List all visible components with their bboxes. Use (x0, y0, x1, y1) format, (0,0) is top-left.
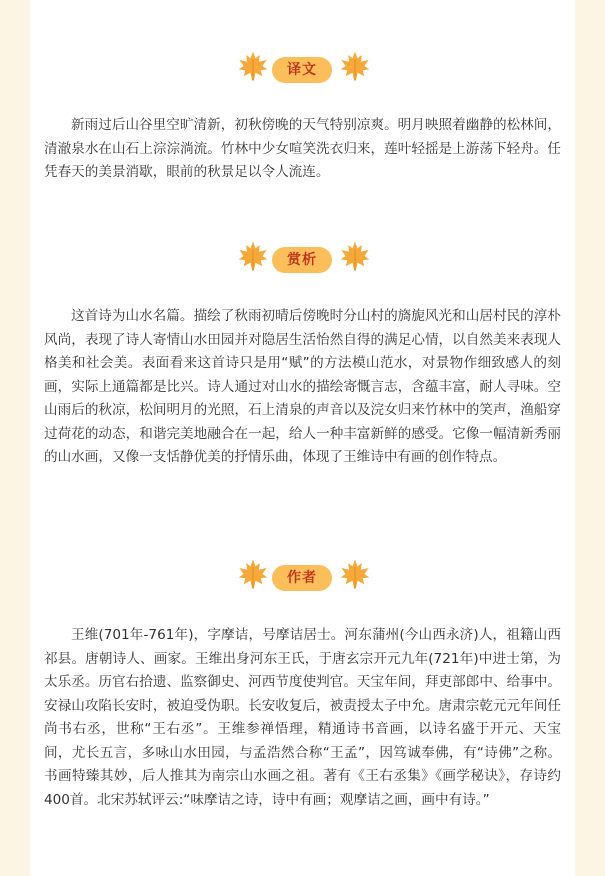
author-heading (30, 556, 575, 596)
translation-text: 新雨过后山谷里空旷清新，初秋傍晚的天气特别凉爽。明月映照着幽静的松林间，清澈泉水在山石上淙淙淌流。竹林中少女喧笑洗衣归来，莲叶轻摇是上游荡下轻舟。任凭春天的美景消歇，眼前的秋景足以令人流连。 (44, 117, 561, 180)
maple-leaf-icon (338, 239, 372, 273)
section-title-appreciation: 赏析 (272, 247, 332, 273)
appreciation-heading (30, 238, 575, 278)
translation-heading (30, 48, 575, 88)
maple-leaf-icon (236, 557, 270, 591)
section-title-author: 作者 (272, 565, 332, 591)
maple-leaf-icon (338, 49, 372, 83)
section-title-translation: 译文 (272, 57, 332, 83)
maple-leaf-icon (236, 49, 270, 83)
content-card (30, 0, 575, 876)
maple-leaf-icon (236, 239, 270, 273)
maple-leaf-icon (338, 557, 372, 591)
author-text: 王维(701年-761年)，字摩诘，号摩诘居士。河东蒲州(今山西永济)人，祖籍山西祁县。唐朝诗人、画家。王维出身河东王氏，于唐玄宗开元九年(721年)中进士第，为太乐丞。历官右拾遗、监察御史、河西节度使判官。天宝年间，拜吏部郎中、给事中。安禄山攻陷长安时，被迫受伪职。长安收复后，被责授太子中允。唐肃宗乾元元年间任尚书右丞，世称“王右丞”。王维参禅悟理，精通诗书音画，以诗名盛于开元、天宝间，尤长五言，多咏山水田园，与孟浩然合称“王孟”，因笃诚奉佛，有“诗佛”之称。书画特臻其妙，后人推其为南宗山水画之祖。著有《王右丞集》《画学秘诀》，存诗约400首。北宋苏轼评云:“味摩诘之诗，诗中有画；观摩诘之画，画中有诗。” (44, 627, 561, 808)
appreciation-text: 这首诗为山水名篇。描绘了秋雨初晴后傍晚时分山村的旖旎风光和山居村民的淳朴风尚，表现了诗人寄情山水田园并对隐居生活怡然自得的满足心情，以自然美来表现人格美和社会美。表面看来这首诗只是用“赋”的方法模山范水，对景物作细致感人的刻画，实际上通篇都是比兴。诗人通过对山水的描绘寄慨言志，含蕴丰富，耐人寻味。空山雨后的秋凉，松间明月的光照，石上清泉的声音以及浣女归来竹林中的笑声，渔船穿过荷花的动态，和谐完美地融合在一起，给人一种丰富新鲜的感受。它像一幅清新秀丽的山水画，又像一支恬静优美的抒情乐曲，体现了王维诗中有画的创作特点。 (44, 308, 561, 465)
